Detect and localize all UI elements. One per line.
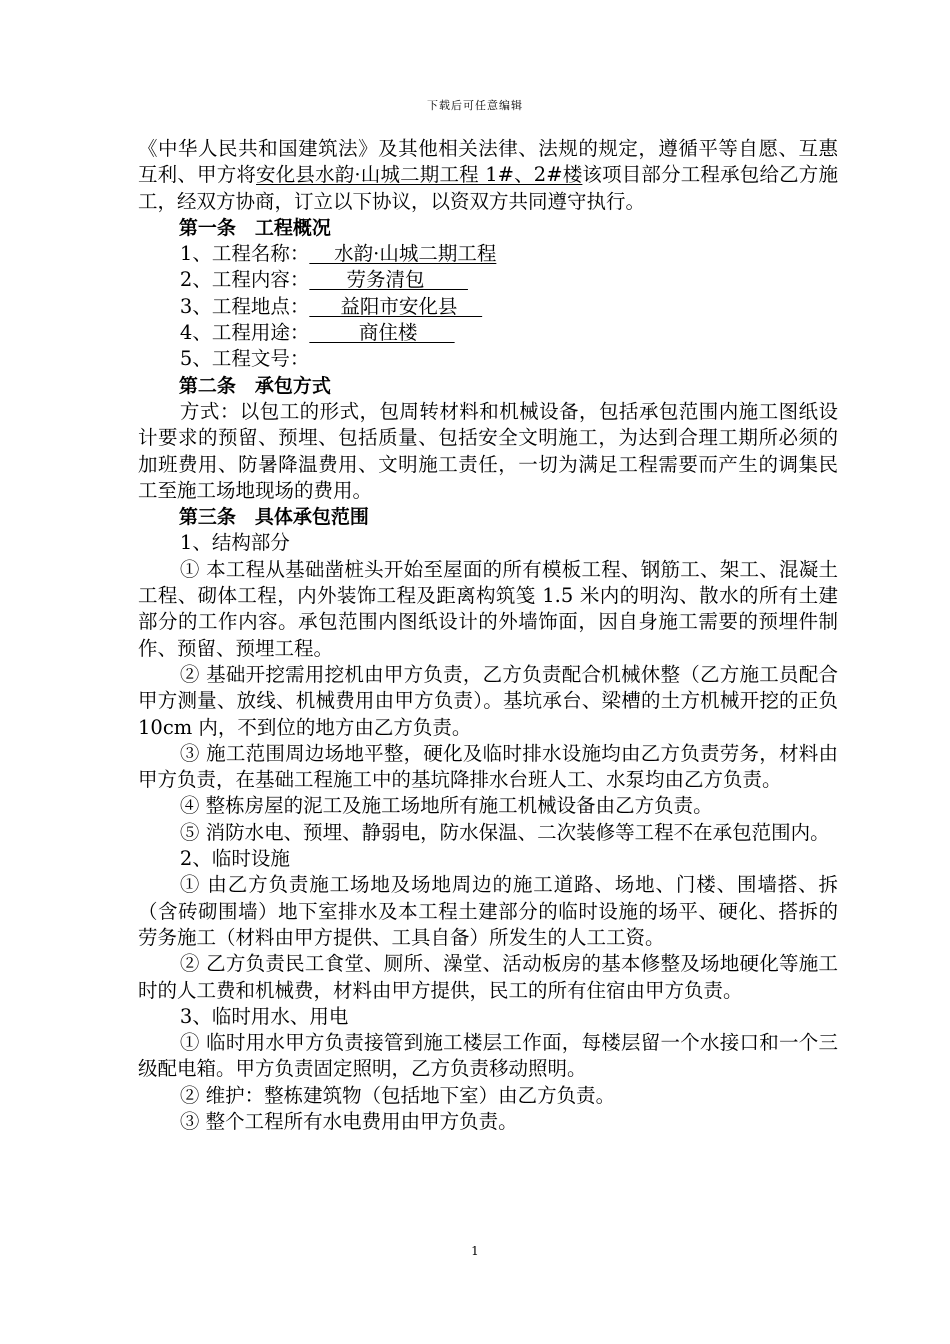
project-location-value: 益阳市安化县 [309,294,483,318]
project-content-value: 劳务清包 [309,268,468,292]
document-body [138,136,838,1135]
page-header: 下载后可任意编辑 [427,99,523,112]
water-power-item-2: ② 维护：整栋建筑物（包括地下室）由乙方负责。 [179,1083,616,1107]
facilities-item-2: ② 乙方负责民工食堂、厕所、澡堂、活动板房的基本修整及场地硬化等施工时的人工费和机械费，材料由甲方提供，民工的所有住宿由甲方负责。 [138,952,838,1002]
project-name-value: 水韵·山城二期工程 [309,242,497,266]
section-water-power-title: 3、临时用水、用电 [179,1004,349,1028]
structure-item-2: ② 基础开挖需用挖机由甲方负责，乙方负责配合机械休整（乙方施工员配合甲方测量、放线、机械费用由甲方负责）。基坑承台、梁槽的土方机械开挖的正负 10cm 内，不到位的地方由乙方负责。 [138,662,838,739]
project-name-line: 1、工程名称： 水韵·山城二期工程 [179,242,497,266]
structure-item-1: ① 本工程从基础凿桩头开始至屋面的所有模板工程、钢筋工、架工、混凝土工程、砌体工程，内外装饰工程及距离构筑笺 1.5 米内的明沟、散水的所有土建部分的工作内容。承包范围内图纸设计的外墙饰面，因自身施工需要的预埋件制作、预留、预埋工程。 [138,557,838,660]
structure-item-5: ⑤ 消防水电、预埋、静弱电，防水保温、二次装修等工程不在承包范围内。 [179,820,830,844]
water-power-item-3: ③ 整个工程所有水电费用由甲方负责。 [179,1109,518,1133]
project-usage-line: 4、工程用途： 商住楼 [179,321,455,345]
structure-item-3: ③ 施工范围周边场地平整，硬化及临时排水设施均由乙方负责劳务，材料由甲方负责，在基础工程施工中的基坑降排水台班人工、水泵均由乙方负责。 [138,741,838,792]
page-number: 1 [471,1244,479,1258]
article-2-heading: 第二条 承包方式 [178,374,331,397]
project-name-underlined: 安化县水韵·山城二期工程 1#、2#楼 [256,163,583,187]
article-1-heading: 第一条 工程概况 [178,216,331,239]
project-usage-value: 商住楼 [309,321,455,345]
article-3-heading: 第三条 具体承包范围 [178,506,369,529]
article-2-paragraph: 方式：以包工的形式，包周转材料和机械设备，包括承包范围内施工图纸设计要求的预留、预埋、包括质量、包括安全文明施工，为达到合理工期所必须的加班费用、防暑降温费用、文明施工责任，一切为满足工程需要而产生的调集民工至施工场地现场的费用。 [138,399,838,502]
project-content-line: 2、工程内容： 劳务清包 [179,268,468,292]
water-power-item-1: ① 临时用水甲方负责接管到施工楼层工作面，每楼层留一个水接口和一个三级配电箱。甲方负责固定照明，乙方负责移动照明。 [138,1031,838,1081]
intro-text-1: 《中华人民共和国建筑法》及其他相关法律、法规的规定，遵循平等自愿、互惠互利、甲方将 [138,137,838,187]
structure-item-4: ④ 整栋房屋的泥工及施工场地所有施工机械设备由乙方负责。 [179,794,713,818]
project-docno-line: 5、工程文号： [179,347,310,371]
project-location-line: 3、工程地点： 益阳市安化县 [179,294,483,318]
intro-paragraph [138,136,838,215]
section-structure-title: 1、结构部分 [179,531,290,555]
section-temporary-facilities-title: 2、临时设施 [179,847,290,871]
intro-text-2: 该项目部分工程承包给乙方施工，经双方协商，订立以下协议，以资双方共同遵守执行。 [138,163,838,213]
facilities-item-1: ① 由乙方负责施工场地及场地周边的施工道路、场地、门楼、围墙搭、拆（含砖砌围墙）地下室排水及本工程土建部分的临时设施的场平、硬化、搭拆的劳务施工（材料由甲方提供、工具自备）所发生的人工工资。 [138,873,838,949]
